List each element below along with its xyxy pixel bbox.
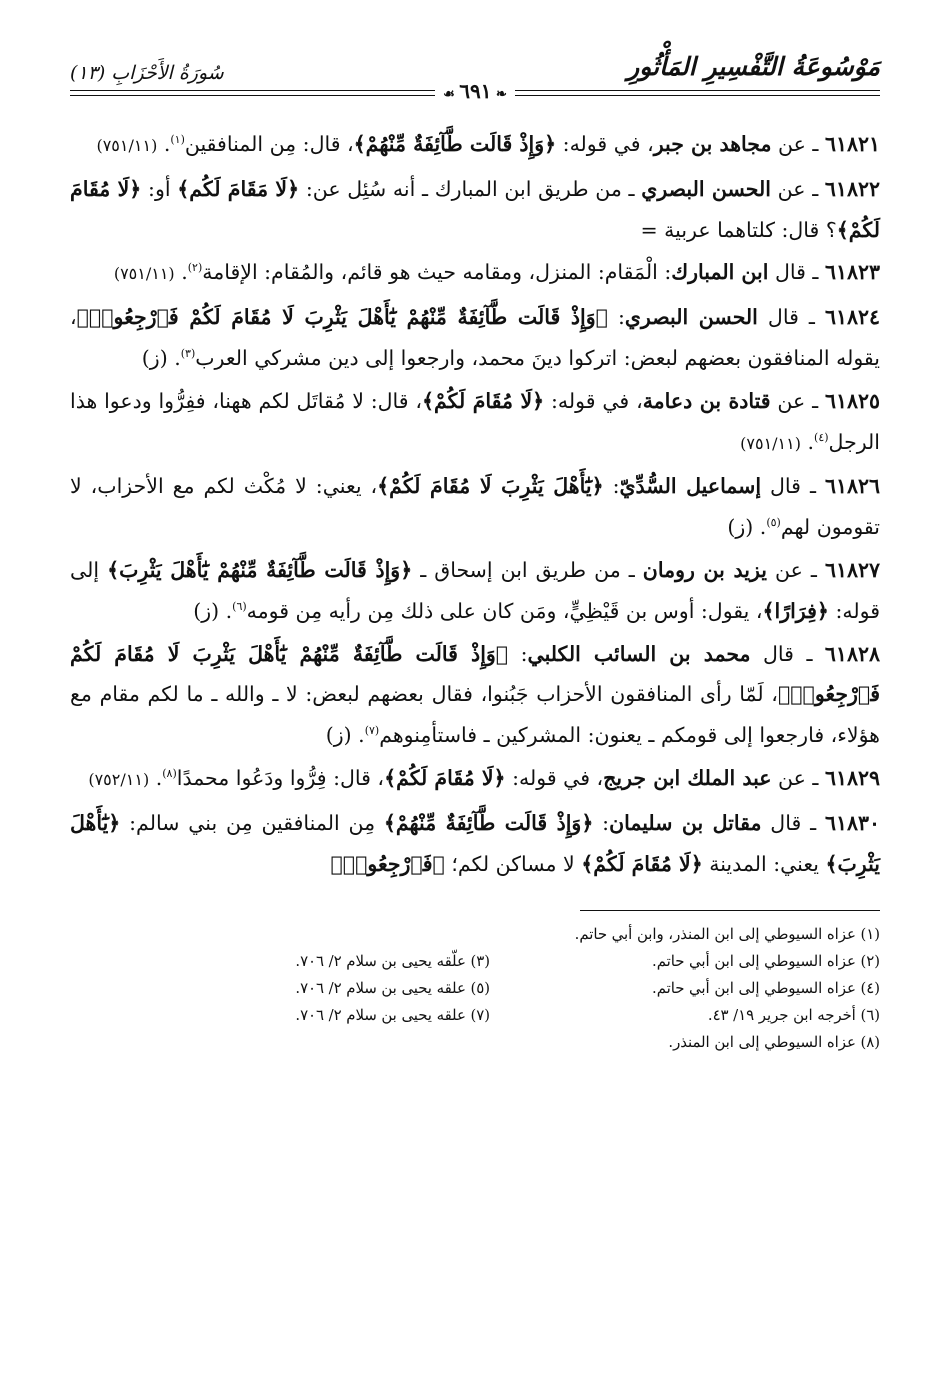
footnote-row [70, 948, 880, 975]
entry-text: ، يقول: أوس بن قَيْظِيٍّ، ومَن كان على ذلك مِن رأيه مِن قومه [246, 598, 763, 623]
footnote: (٦) أخرجه ابن جرير ١٩/ ٤٣. [707, 1007, 880, 1025]
narrations-list [70, 124, 880, 884]
footnote-separator [580, 910, 880, 911]
narrator-name: ابن المبارك [671, 260, 769, 285]
entry-text: : الْمَقام: المنزل، ومقامه حيث هو قائم، والمُقام: الإقامة [202, 260, 672, 285]
footnote-marker: (٨) [162, 767, 177, 781]
footnote-row [70, 975, 880, 1002]
entry-text: ـ قال [757, 305, 825, 330]
entry-text: . [800, 429, 815, 454]
book-title: مَوْسُوعَةُ التَّفْسِيرِ المَأْثُورِ [627, 52, 880, 81]
entry-text: . (ز) [325, 723, 365, 748]
entry-text: ؟ قال: كلتاهما عربية = [640, 217, 837, 242]
footnote: (٤) عزاه السيوطي إلى ابن أبي حاتم. [652, 980, 880, 998]
narration-entry [70, 169, 880, 251]
entry-number: ٦١٨٣٠ [824, 810, 880, 835]
narrator-name: يزيد بن رومان [642, 557, 767, 582]
entry-text: مِن المنافقين مِن بني سالم: [120, 810, 384, 835]
narration-entry [70, 803, 880, 885]
quran-quote: ﴿وَإِذْ قَالَت طَّآئِفَةٌ مِّنْهُمْ يَٰٓأَهْلَ يَثْرِبَ﴾ [107, 557, 413, 582]
narrator-name: مقاتل بن سليمان [609, 810, 762, 835]
entry-text: : [508, 641, 528, 666]
entry-text: ، في قوله: [556, 132, 654, 156]
narration-entry [70, 124, 880, 167]
entry-text: ، يقوله المنافقون بعضهم لبعض: اتركوا دينَ محمد، وارجعوا إلى دين مشركي العرب [70, 305, 880, 370]
entry-text: ، قال: مِن المنافقين [184, 132, 354, 156]
narration-entry [70, 758, 880, 801]
quran-quote: ﴿لَا مُقَامَ لَكُمْ﴾ [581, 851, 703, 876]
entry-number: ٦١٨٢١ [824, 132, 880, 156]
quran-quote: ﴿وَإِذْ قَالَت طَّآئِفَةٌ مِّنْهُمْ يَٰٓأَهْلَ يَثْرِبَ لَا مُقَامَ لَكُمْ فَٱرْجِعُوا۟﴾ [76, 305, 608, 330]
quran-quote: ﴿فَٱرْجِعُوا۟﴾ [330, 851, 445, 876]
footnote-row [70, 1029, 880, 1056]
narration-entry [70, 634, 880, 756]
page-header [70, 48, 880, 103]
narration-entry [70, 550, 880, 632]
quran-quote: ﴿يَٰٓأَهْلَ يَثْرِبَ﴾ [70, 810, 880, 876]
footnote: (١) عزاه السيوطي إلى ابن المنذر، وابن أبي حاتم. [574, 926, 880, 944]
quran-quote: ﴿يَٰٓأَهْلَ يَثْرِبَ لَا مُقَامَ لَكُمْ﴾ [377, 474, 604, 499]
entry-text: : [603, 474, 620, 499]
entry-number: ٦١٨٢٣ [824, 260, 880, 285]
footnote [100, 921, 490, 948]
narrator-name: محمد بن السائب الكلبي [527, 641, 751, 666]
quran-quote: ﴿وَإِذْ قَالَت طَّآئِفَةٌ مِّنْهُمْ﴾ [353, 132, 557, 156]
entry-text: : [593, 810, 610, 835]
entry-text: : [607, 305, 625, 330]
footnote-marker: (٧) [364, 724, 380, 738]
footnote: (٨) عزاه السيوطي إلى ابن المنذر. [668, 1034, 880, 1052]
footnote-marker: (٣) [180, 347, 196, 361]
entry-text: ، في قوله: [544, 388, 643, 413]
narration-entry [70, 252, 880, 295]
entry-text: . (ز) [193, 598, 233, 623]
quran-quote: ﴿وَإِذْ قَالَت طَّآئِفَةٌ مِّنْهُمْ يَٰٓأَهْلَ يَثْرِبَ لَا مُقَامَ لَكُمْ فَٱرْجِعُوا۟﴾ [70, 641, 880, 707]
footnote-marker: (٥) [766, 516, 781, 530]
entry-number: ٦١٨٢٩ [824, 765, 880, 790]
volume-reference: (٧٥١/١١) [740, 433, 801, 453]
entry-text: ـ قال [761, 810, 825, 835]
entry-text: . [174, 260, 188, 285]
entry-text: . [149, 765, 163, 790]
entry-text: ، قال: لا مُقاتَل لكم ههنا، ففِرُّوا ودعوا هذا الرجل [70, 388, 880, 454]
footnote-row [70, 921, 880, 948]
entry-text: ، لَمّا رأى المنافقون الأحزاب جَبُنوا، فقال بعضهم لبعض: لا ـ والله ـ ما لكم مقام مع هؤلاء، فارجعوا إلى قومكم ـ يعنون: المشركين ـ فاستأمِنوهم [70, 682, 880, 748]
entry-text: . (ز) [141, 345, 181, 370]
footnote [100, 1029, 490, 1056]
entry-text: . [157, 132, 171, 156]
entry-text: ـ عن [766, 557, 825, 582]
entry-text: ـ عن [771, 765, 825, 790]
quran-quote: ﴿وَإِذْ قَالَت طَّآئِفَةٌ مِّنْهُمْ﴾ [383, 810, 594, 835]
footnote-marker: (٤) [814, 430, 829, 444]
entry-text: . (ز) [727, 515, 767, 540]
volume-reference: (٧٥١/١١) [113, 264, 175, 284]
footnote: (٣) علّقه يحيى بن سلام ٢/ ٧٠٦. [295, 953, 490, 971]
quran-quote: ﴿لَا مُقَامَ لَكُمْ﴾ [422, 388, 545, 413]
entry-text: ـ عن [770, 388, 825, 413]
entry-text: ، قال: فِرُّوا ودَعُوا محمدًا [176, 765, 385, 790]
surah-title: سُورَةُ الأَحْزَابِ (١٣) [70, 62, 224, 84]
entry-text: ـ قال [750, 641, 825, 666]
narration-entry [70, 466, 880, 548]
footnote: (٥) علقه يحيى بن سلام ٢/ ٧٠٦. [295, 980, 490, 998]
narrator-name: إسماعيل السُّدِّيّ [619, 474, 762, 499]
footnote-marker: (٦) [232, 599, 247, 613]
footnote-marker: (١) [170, 133, 185, 147]
quran-quote: ﴿لَا مَقَامَ لَكُم﴾ [177, 176, 300, 201]
narrator-name: قتادة بن دعامة [642, 388, 771, 413]
narrator-name: مجاهد بن جبر [653, 132, 772, 156]
entry-number: ٦١٨٢٢ [824, 176, 880, 201]
entry-text: ـ قال [768, 260, 825, 285]
entry-text: لا مساكن لكم؛ [444, 851, 582, 876]
volume-reference: (٧٥١/١١) [96, 136, 158, 155]
narration-entry [70, 381, 880, 465]
entry-text: ـ من طريق ابن المبارك ـ أنه سُئِل عن: [299, 176, 642, 201]
footnote-row [70, 1002, 880, 1029]
entry-text: ، في قوله: [505, 765, 604, 790]
ornament-icon: ☙ [443, 87, 460, 102]
footnotes [70, 921, 880, 1056]
narrator-name: الحسن البصري [624, 305, 758, 330]
document-page [70, 48, 880, 1056]
entry-number: ٦١٨٢٦ [824, 474, 880, 499]
footnote-marker: (٢) [187, 261, 203, 275]
volume-reference: (٧٥٢/١١) [88, 769, 150, 789]
page-number-box [435, 79, 515, 103]
entry-number: ٦١٨٢٥ [824, 388, 880, 413]
entry-text: إلى قوله: [70, 557, 880, 623]
quran-quote: ﴿لَا مُقَامَ لَكُمْ﴾ [384, 765, 506, 790]
entry-text: ـ عن [770, 176, 825, 201]
footnote: (٢) عزاه السيوطي إلى ابن أبي حاتم. [652, 953, 880, 971]
entry-text: ـ عن [771, 132, 825, 156]
entry-text: ـ قال [761, 474, 825, 499]
entry-text: أو: [141, 176, 178, 201]
narration-entry [70, 297, 880, 379]
quran-quote: ﴿لَا مُقَامَ لَكُمْ﴾ [70, 176, 880, 242]
quran-quote: ﴿فِرَارًا﴾ [762, 598, 829, 623]
entry-number: ٦١٨٢٨ [824, 641, 880, 666]
entry-text: ـ من طريق ابن إسحاق ـ [412, 557, 643, 582]
narrator-name: الحسن البصري [641, 176, 771, 201]
ornament-icon: ❧ [491, 87, 507, 102]
entry-number: ٦١٨٢٧ [824, 557, 881, 582]
narrator-name: عبد الملك ابن جريج [603, 765, 772, 790]
entry-text: يعني: المدينة [702, 851, 826, 876]
footnote: (٧) علقه يحيى بن سلام ٢/ ٧٠٦. [295, 1007, 490, 1025]
entry-number: ٦١٨٢٤ [824, 305, 881, 330]
page-number: ٦٩١ [459, 79, 492, 103]
entry-text: ، يعني: لا مُكْث لكم مع الأحزاب، لا تقومون لهم [70, 474, 880, 540]
